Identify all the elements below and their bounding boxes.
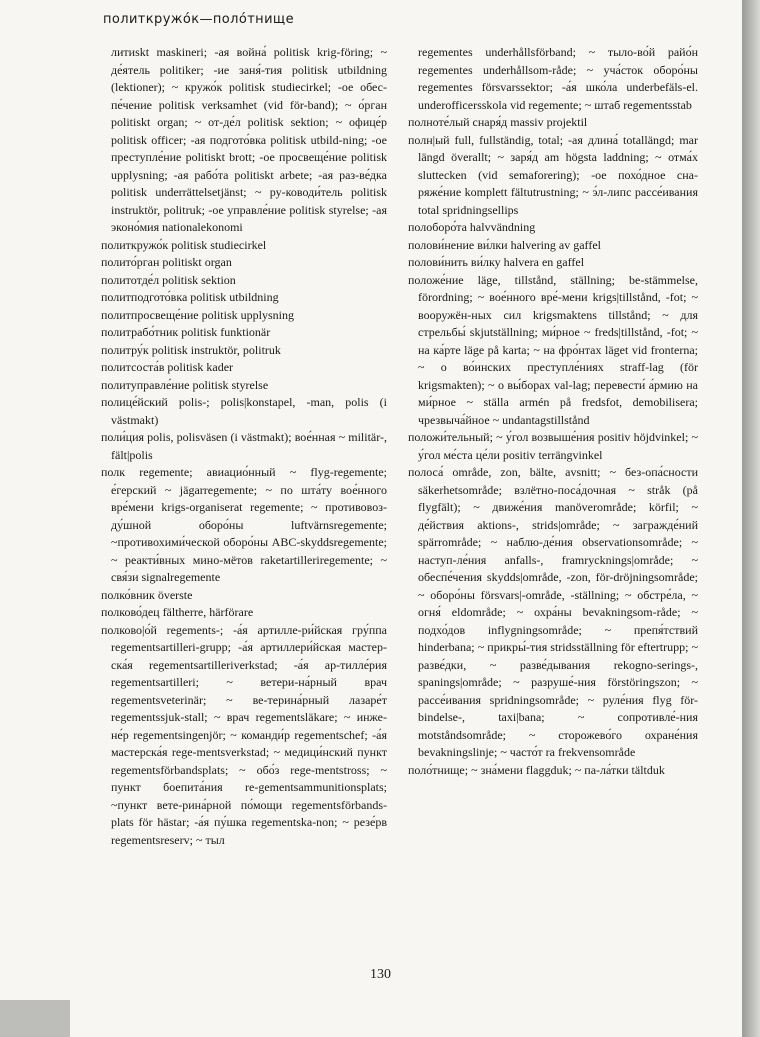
dictionary-entry: политотде́л politisk sektion (101, 272, 236, 287)
dictionary-entry: полоса́ område, zon, bälte, avsnitt; ~ без-опа́сности säkerhetsområde; взлётно-поса́дочная ~ stråk (på flygfält); ~ движе́ния manöverområde; körfil; ~ де́йствия aktions-, strids|område; ~ загражде́ний spärrområde; ~ наблю-де́ния observationsområde; ~ наступ-ле́ния anfalls-, framrycknings|område; ~ обеспе́чения skydds|område, -zon, för-dröjningsområde; ~ оборо́ны försvars|-område, -ställning; ~ обстре́ла, ~ огня́ eldområde; ~ охра́ны bevakningsom-råde; ~ подхо́дов inflygningsområde; ~ препя́тствий hinderbana; ~ прикры́-тия stridsställning för eftertrupp; ~ разве́дки, ~ разве́дывания rekogno-serings-, spanings|område; ~ разруше́-ния förstöringszon; ~ рассе́ивания spridningsområde; ~ руле́ния flyg för-bindelse-, taxi|bana; ~ сопротивле́-ния motståndsområde; ~ сторожево́го охране́ния bevakningslinje; ~ часто́т ra frekvensområde (408, 465, 698, 759)
dictionary-entry: полови́нение ви́лки halvering av gaffel (408, 237, 601, 252)
dictionary-entry: полково́дец fältherre, härförare (101, 605, 254, 619)
dictionary-entry: политпросвеще́ние politisk upplysning (101, 307, 294, 322)
page-number: 130 (370, 967, 391, 982)
dictionary-entry: положе́ние läge, tillstånd, ställning; be-stämmelse, förordning; ~ вое́нного вре́-мени krigs|tillstånd, -fot; ~ вооружён-ных сил krigsmaktens tillstånd; ~ для стрельбы́ skjutställning; ми́рное ~ freds|tillstånd, -fot; ~ на ка́рте läge på karta; ~ на фро́нтах läget vid fronterna; ~ о во́инских преступле́ниях straff-lag (för krigsmakten); ~ о вы́борах val-lag; перевести́ а́рмию на ми́рное ~ ställa armén på fredsfot, demobilisera; чрезвыча́йное ~ undantagstillstånd (408, 272, 698, 427)
dictionary-entry: полко́вник överste (101, 587, 193, 602)
dictionary-entry: политкружо́к politisk studiecirkel (101, 237, 267, 252)
dictionary-entry: полн|ый full, fullständig, total; -ая длина́ totallängd; mar längd överallt; ~ заря́д am högsta laddning; ~ отма́х sluttecken (vid semaforering); -ое похо́дное сна-ряже́ние komplett fältutrustning; ~ э́л-липс рассе́ивания total spridningsellips (408, 132, 698, 217)
dictionary-entry: полк regemente; авиацио́нный ~ flyg-regemente; е́герский ~ jägarregemente; ~ по шта́ту вое́нного вре́мени krigs-organiserat regemente; ~ противовоз-ду́шной оборо́ны luftvärnsregemente; ~противохими́ческой оборо́ны ABC-skyddsregemente; ~ реакти́вных мино-мётов raketartilleriregemente; ~ свя́зи signalregemente (101, 465, 387, 584)
dictionary-entry: поли́ция polis, polisväsen (i västmakt); вое́нная ~ militär-, fält|polis (101, 430, 387, 462)
dictionary-entry: полито́рган politiskt organ (101, 255, 232, 269)
dictionary-entry: полоборо́та halvvändning (408, 220, 536, 234)
page-edge-shadow (742, 0, 760, 1037)
dictionary-entry: полице́йский polis-; polis|konstapel, -man, polis (i västmakt) (101, 395, 387, 427)
running-header: политкружо́к—поло́тнище (103, 12, 294, 27)
dictionary-entry: литиskt maskineri; -ая война́ politisk krig-föring; ~ де́ятель politiker; -ие заня́-тия politisk utbildning (lektioner); ~ кружо́к politisk studiecirkel; -ое обес-пе́чение politisk verksamhet (vid för-band); ~ о́рган politiskt organ; ~ от-де́л politisk sektion; ~ офице́р politisk officer; -ая подгото́вка politisk utbild-ning; -ое преступле́ние politiskt brott; -ое просвеще́ние politisk upplysning; -ая рабо́та politiskt arbete; -ая раз-ве́дка politisk underrättelsetjänst; ~ ру-ководи́тель politisk instruktör, politruk; -ое управле́ние politisk styrelse; -ая эконо́мия nationalekonomi (111, 45, 387, 234)
dictionary-entry: полноте́лый снаря́д massiv projektil (408, 115, 588, 129)
dictionary-entry: политру́к politisk instruktör, politruk (101, 342, 281, 357)
dictionary-entry: политсоста́в politisk kader (101, 360, 234, 374)
dictionary-entry: положи́тельный; ~ у́гол возвыше́ния positiv höjdvinkel; ~ у́гол ме́ста це́ли positiv terrängvinkel (408, 430, 698, 462)
dictionary-entry: regementes underhållsförband; ~ тыло-во́й райо́н regementes underhållsom-råde; ~ уча́сток оборо́ны regementes försvarssektor; -а́я шко́ла underbefäls-el. underofficersskola vid regemente; ~ штаб regementsstab (418, 45, 698, 112)
right-column (408, 44, 698, 779)
dictionary-entry: поло́тнище; ~ зна́мени flaggduk; ~ па-ла́тки tältduk (408, 762, 665, 777)
dictionary-entry: политподгото́вка politisk utbildning (101, 290, 279, 304)
dictionary-entry: полови́нить ви́лку halvera en gaffel (408, 255, 585, 269)
left-column (101, 44, 387, 849)
dictionary-entry: политуправле́ние politisk styrelse (101, 377, 269, 392)
dictionary-entry: политрабо́тник politisk funktionär (101, 325, 271, 339)
scanner-corner (0, 1000, 70, 1037)
dictionary-entry: полково|о́й regements-; -а́я артилле-ри́йская гру́ппа regementsartilleri-grupp; -а́я артиллери́йская мастер-ска́я regementsartilleriverkstad; -а́я ар-тилле́рия regementsartilleri; ~ ветери-на́рный врач regementsveterinär; ~ ве-терина́рный лазаре́т regementssjuk-stall; ~ врач regementsläkare; ~ инже-не́р regementsingenjör; ~ команди́р regementschef; -а́я мастерска́я rege-mentsverkstad; ~ медици́нский пункт regementsförbandsplats; ~ обо́з rege-mentstross; ~ пункт боепита́ния re-gementsammunitionsplats; ~пункт вете-рина́рной по́мощи regementsförbands-plats för hästar; -а́я пу́шка regementska-non; ~ резе́рв regementsreserv; ~ тыл (101, 622, 387, 847)
